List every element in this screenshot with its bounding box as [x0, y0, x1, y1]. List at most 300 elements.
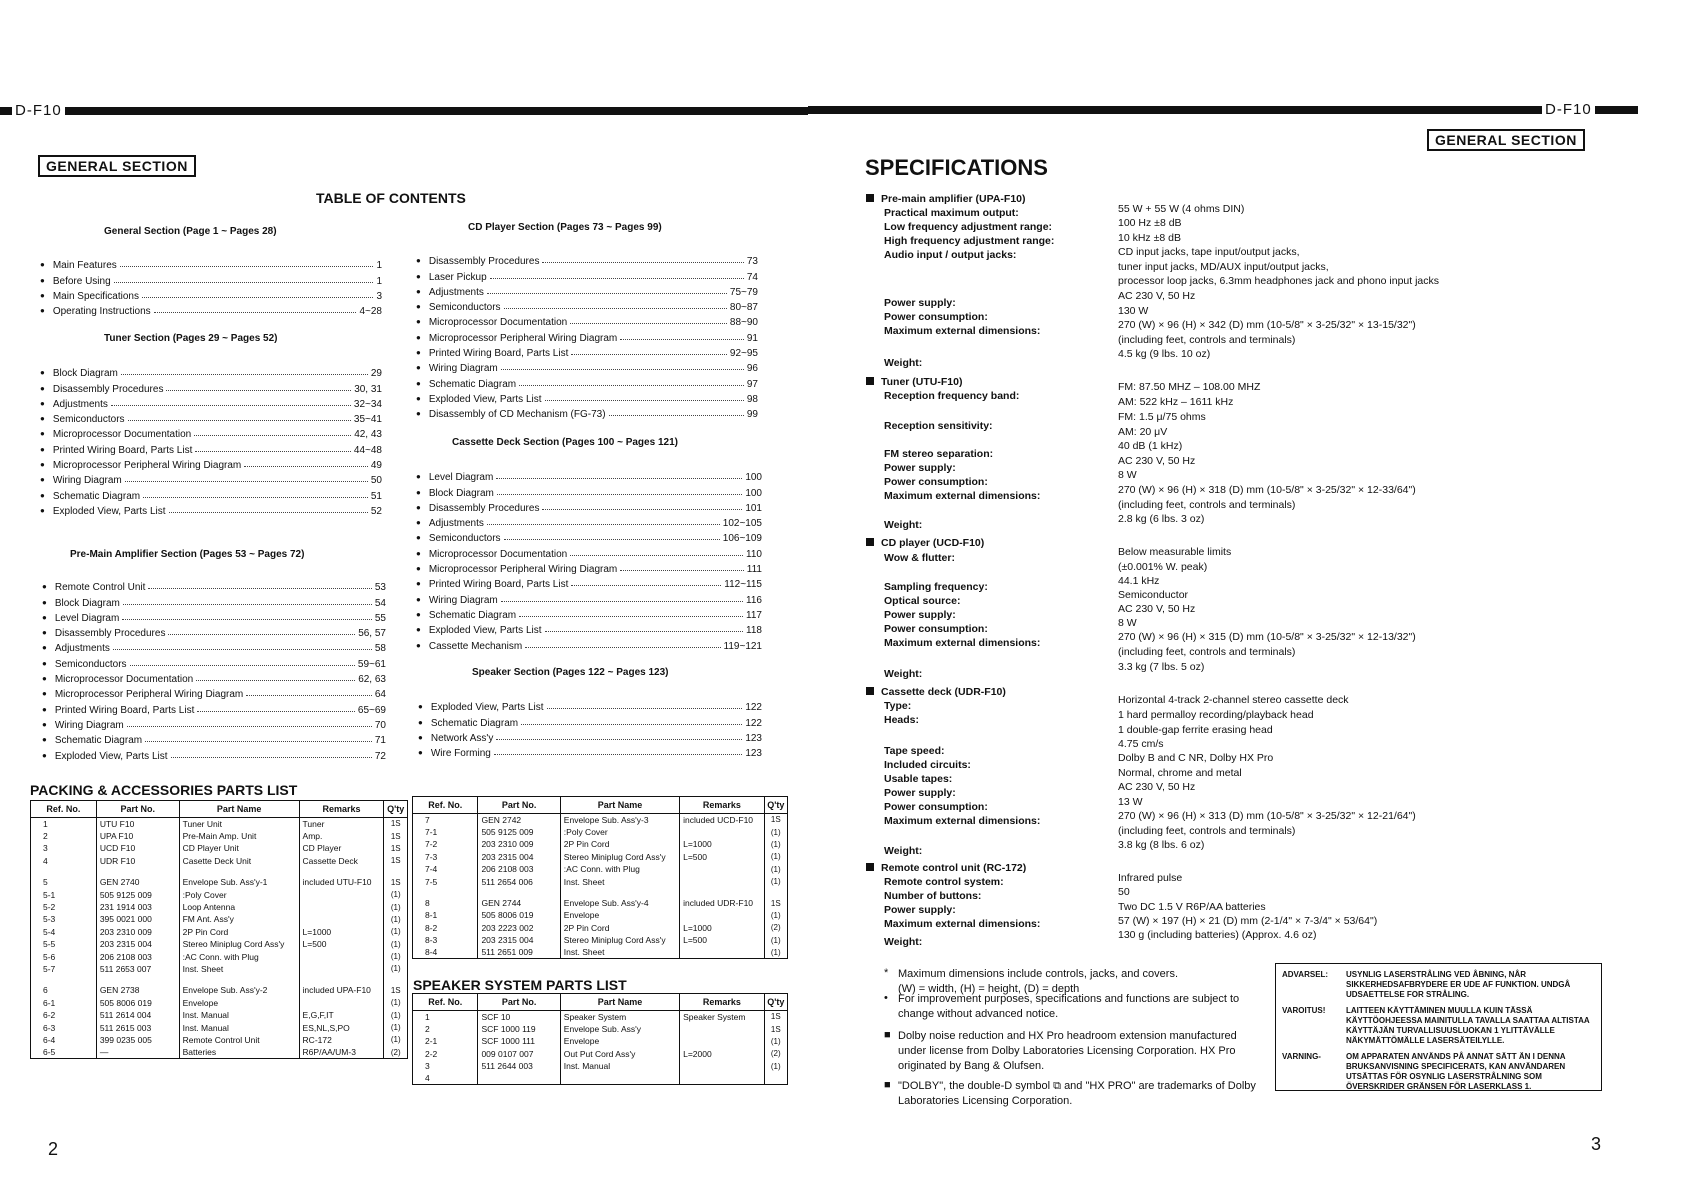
toc-item [416, 544, 762, 559]
table-header-cell: Remarks [680, 797, 764, 814]
toc-item-title: ● Level Diagram [54, 612, 120, 624]
table-cell [560, 888, 679, 897]
table-cell: 2P Pin Cord [560, 838, 679, 850]
table-row [413, 838, 788, 850]
spec-label: Low frequency adjustment range: [884, 221, 1053, 233]
table-cell [299, 963, 384, 975]
spec-value: Normal, chrome and metal [1118, 767, 1242, 779]
table-cell: 8 [413, 897, 478, 909]
toc-item-page: 119~121 [723, 640, 762, 652]
spec-label: Maximum external dimensions: [884, 490, 1041, 502]
toc-item-title: ● Exploded View, Parts List [52, 505, 166, 517]
toc-item-title: ● Semiconductors [52, 414, 125, 426]
toc-item-page: 100 [745, 472, 762, 484]
toc-dot-leader [123, 604, 372, 605]
table-cell [680, 909, 764, 921]
table-row [31, 842, 408, 854]
table-cell [680, 1035, 764, 1047]
spec-value: Dolby B and C NR, Dolby HX Pro [1118, 752, 1274, 764]
toc-item-page: 42, 43 [354, 429, 382, 441]
table-cell: (1) [384, 926, 408, 938]
toc-item [40, 287, 382, 302]
toc-item-page: 62, 63 [358, 674, 386, 686]
spec-value: 1 double-gap ferrite erasing head [1118, 723, 1273, 736]
toc-item-title: ● Main Features [52, 260, 117, 272]
table-cell: L=1000 [299, 926, 384, 938]
table-cell: 1S [764, 1011, 787, 1023]
table-cell [179, 867, 299, 876]
table-cell: (1) [764, 934, 787, 946]
table-cell: 206 2108 003 [478, 863, 560, 875]
toc-item-title: ● Semiconductors [428, 533, 501, 545]
spec-value: 3.8 kg (8 lbs. 6 oz) [1118, 839, 1205, 851]
toc-item [40, 410, 382, 425]
table-cell: Batteries [179, 1046, 299, 1058]
spec-label: Power supply: [884, 297, 956, 309]
table-cell: Inst. Sheet [179, 963, 299, 975]
toc-item-page: 80~87 [729, 302, 758, 314]
table-header-cell: Q'ty [764, 797, 787, 814]
table-row [31, 950, 408, 962]
table-cell: Tuner Unit [179, 818, 299, 830]
table-cell: L=500 [680, 934, 764, 946]
spec-label: Practical maximum output: [884, 207, 1019, 219]
table-cell: 2 [31, 830, 97, 842]
toc-item [40, 440, 382, 455]
toc-title: TABLE OF CONTENTS [316, 190, 466, 206]
toc-item [418, 698, 762, 713]
table-cell [478, 1072, 560, 1084]
toc-item-title: ● Printed Wiring Board, Parts List [54, 704, 195, 716]
table-cell: (1) [384, 888, 408, 900]
table-header-cell: Part No. [478, 797, 560, 814]
spec-value: 10 kHz ±8 dB [1118, 232, 1181, 244]
toc-item-page: 97 [746, 378, 758, 390]
table-cell: (2) [764, 1048, 787, 1060]
toc-item [416, 529, 762, 544]
table-cell: 203 2315 004 [96, 938, 179, 950]
toc-dot-leader [519, 385, 744, 386]
spec-value: FM: 87.50 MHZ – 108.00 MHZ [1118, 381, 1261, 393]
table-cell: 2 [413, 1023, 478, 1035]
table-row [31, 830, 408, 842]
table-row [413, 922, 788, 934]
spec-value: 270 (W) × 96 (H) × 342 (D) mm (10-5/8" × 3-25/32" × 13-15/32") [1118, 319, 1416, 331]
toc-item-title: ● Microprocessor Documentation [428, 548, 568, 560]
table-cell: Inst. Manual [560, 1060, 679, 1072]
table-cell: 203 2223 002 [478, 922, 560, 934]
toc-item-title: ● Printed Wiring Board, Parts List [428, 579, 569, 591]
toc-item-page: 74 [746, 271, 758, 283]
table-cell: L=1000 [680, 922, 764, 934]
table-cell: (1) [764, 1035, 787, 1047]
table-cell [96, 867, 179, 876]
table-row [31, 855, 408, 867]
table-cell [299, 950, 384, 962]
toc-item-page: 110 [746, 548, 762, 560]
toc-item-page: 91 [746, 332, 758, 344]
table-cell: (1) [764, 838, 787, 850]
toc-dot-leader [142, 297, 373, 298]
toc-dot-leader [196, 680, 355, 681]
table-cell: Stereo Miniplug Cord Ass'y [179, 938, 299, 950]
toc-item [42, 746, 386, 761]
table-cell: 2P Pin Cord [560, 922, 679, 934]
table-header-row [31, 801, 408, 818]
table-row [31, 938, 408, 950]
table-row [413, 946, 788, 958]
spec-label: Audio input / output jacks: [884, 249, 1017, 261]
table-row [31, 913, 408, 925]
table-row [413, 1048, 788, 1060]
packing-table-left [30, 800, 408, 1059]
toc-item-title: ● Block Diagram [428, 487, 494, 499]
spec-label: Weight: [884, 845, 923, 857]
spec-value: CD input jacks, tape input/output jacks, [1118, 246, 1300, 258]
toc-item [40, 395, 382, 410]
toc-item [416, 514, 762, 529]
toc-list [418, 698, 762, 759]
table-cell: L=500 [299, 938, 384, 950]
spec-value: Below measurable limits [1118, 546, 1232, 558]
toc-dot-leader [496, 478, 742, 479]
spec-value: 13 W [1118, 796, 1143, 808]
spec-value: 4.5 kg (9 lbs. 10 oz) [1118, 348, 1211, 360]
spec-value: Infrared pulse [1118, 872, 1183, 884]
toc-list [42, 578, 386, 762]
spec-value: tuner input jacks, MD/AUX input/output jacks, [1118, 260, 1329, 273]
table-cell: 203 2310 009 [96, 926, 179, 938]
speaker-title: SPEAKER SYSTEM PARTS LIST [413, 977, 627, 993]
toc-item [416, 575, 762, 590]
table-cell [680, 1072, 764, 1084]
spec-value: (including feet, controls and terminals) [1118, 824, 1296, 837]
toc-item-page: 98 [746, 393, 758, 405]
toc-section-heading: Cassette Deck Section (Pages 100 ~ Pages 121) [452, 437, 678, 448]
toc-item-title: ● Microprocessor Peripheral Wiring Diagram [428, 564, 618, 576]
table-cell: (1) [384, 1034, 408, 1046]
table-cell: UPA F10 [96, 830, 179, 842]
toc-dot-leader [154, 312, 357, 313]
spec-label: Sampling frequency: [884, 581, 988, 593]
table-cell [299, 888, 384, 900]
toc-item-page: 123 [745, 732, 762, 744]
table-cell: L=1000 [680, 838, 764, 850]
toc-item-title: ● Semiconductors [54, 658, 127, 670]
table-header-cell: Part No. [478, 994, 560, 1011]
spec-value: FM: 1.5 μ/75 ohms [1118, 411, 1206, 423]
table-row [413, 826, 788, 838]
table-cell: 1S [384, 984, 408, 996]
toc-dot-leader [487, 524, 720, 525]
model-label-right: D-F10 [1542, 101, 1595, 118]
toc-item-page: 64 [374, 689, 386, 701]
toc-item-title: ● Operating Instructions [52, 306, 151, 318]
table-cell: 2P Pin Cord [179, 926, 299, 938]
toc-item-title: ● Laser Pickup [428, 271, 487, 283]
table-cell: :Poly Cover [560, 826, 679, 838]
spec-label: Power consumption: [884, 801, 988, 813]
toc-item-page: 30, 31 [354, 383, 382, 395]
toc-item-title: ● Schematic Diagram [430, 717, 519, 729]
spec-label: Tape speed: [884, 745, 945, 757]
table-header-cell: Remarks [680, 994, 764, 1011]
table-cell: 7-5 [413, 875, 478, 887]
table-cell: GEN 2742 [478, 814, 560, 826]
table-cell: Amp. [299, 830, 384, 842]
table-cell: 3 [31, 842, 97, 854]
toc-item-page: 4~28 [359, 306, 382, 318]
toc-item [42, 731, 386, 746]
spec-value: processor loop jacks, 6.3mm headphones jack and phono input jacks [1118, 275, 1440, 287]
toc-item-title: ● Disassembly of CD Mechanism (FG-73) [428, 409, 606, 421]
table-cell: 1 [413, 1011, 478, 1023]
toc-item-page: 112~115 [724, 579, 762, 591]
toc-dot-leader [547, 708, 743, 709]
table-cell [179, 975, 299, 984]
toc-item-title: ● Microprocessor Documentation [52, 429, 192, 441]
toc-item [40, 256, 382, 271]
table-cell: 6-3 [31, 1021, 97, 1033]
spec-value: 3.3 kg (7 lbs. 5 oz) [1118, 661, 1205, 673]
toc-item-page: 65~69 [357, 704, 386, 716]
table-cell: (1) [764, 946, 787, 958]
toc-dot-leader [494, 754, 742, 755]
toc-dot-leader [504, 539, 720, 540]
toc-item-title: ● Wiring Diagram [54, 719, 124, 731]
toc-item-page: 58 [374, 643, 386, 655]
toc-item-page: 99 [746, 409, 758, 421]
spec-value: AC 230 V, 50 Hz [1118, 781, 1196, 793]
toc-item-title: ● Cassette Mechanism [428, 640, 523, 652]
table-row [413, 1060, 788, 1072]
table-cell: Casette Deck Unit [179, 855, 299, 867]
table-cell: SCF 1000 119 [478, 1023, 560, 1035]
model-label-left: D-F10 [12, 102, 65, 119]
toc-dot-leader [504, 308, 727, 309]
table-cell: E,G,F,IT [299, 1009, 384, 1021]
table-cell: (2) [384, 1046, 408, 1058]
table-row [31, 975, 408, 984]
table-cell: 1S [384, 830, 408, 842]
toc-dot-leader [148, 588, 371, 589]
toc-dot-leader [521, 724, 742, 725]
warning-text: LAITTEEN KÄYTTÄMINEN MUULLA KUIN TÄSSÄ KÄYTTÖOHJEESSA MAINITULLA TAVALLA SAATTAA ALTISTAA KÄYTTÄJÄN TURVALLISUUSLUOKAN 1 YLITTÄVÄLLE NÄKYMÄTTÖMÄLLE LASERSÄTEILYLLE. [1346, 1006, 1590, 1045]
table-cell: 1S [384, 876, 408, 888]
table-cell: 7-1 [413, 826, 478, 838]
spec-label: Maximum external dimensions: [884, 637, 1041, 649]
table-cell: (1) [384, 1009, 408, 1021]
table-row [31, 926, 408, 938]
toc-item-page: 52 [370, 505, 382, 517]
section-label-right: GENERAL SECTION [1427, 129, 1585, 151]
table-cell [680, 1060, 764, 1072]
table-header-cell: Part Name [560, 797, 679, 814]
table-cell: 1S [384, 818, 408, 830]
spec-value: 130 g (including batteries) (Approx. 4.6 oz) [1118, 929, 1317, 941]
table-cell: Out Put Cord Ass'y [560, 1048, 679, 1060]
toc-item [40, 379, 382, 394]
table-cell [299, 913, 384, 925]
table-row [31, 984, 408, 996]
table-cell: Envelope Sub. Ass'y-3 [560, 814, 679, 826]
table-cell: UCD F10 [96, 842, 179, 854]
toc-dot-leader [501, 369, 744, 370]
spec-group-heading: Pre-main amplifier (UPA-F10) [866, 193, 1026, 205]
toc-item [416, 590, 762, 605]
toc-item-page: 122 [745, 717, 762, 729]
table-cell: Tuner [299, 818, 384, 830]
spec-label: Wow & flutter: [884, 552, 955, 564]
toc-item-page: 111 [746, 564, 762, 576]
toc-dot-leader [197, 711, 355, 712]
table-cell: 511 2614 004 [96, 1009, 179, 1021]
toc-item [416, 328, 758, 343]
table-cell: :AC Conn. with Plug [560, 863, 679, 875]
table-cell: 4 [31, 855, 97, 867]
table-cell: 1S [764, 1023, 787, 1035]
table-cell: Inst. Manual [179, 1021, 299, 1033]
toc-dot-leader [497, 494, 742, 495]
toc-item-page: 100 [745, 487, 762, 499]
table-cell: UTU F10 [96, 818, 179, 830]
table-cell: 5-6 [31, 950, 97, 962]
table-cell: (1) [764, 875, 787, 887]
table-cell: (1) [384, 963, 408, 975]
table-cell: (1) [384, 997, 408, 1009]
table-cell [384, 975, 408, 984]
table-cell: 5-1 [31, 888, 97, 900]
laser-warning-box [1275, 963, 1602, 1091]
table-cell: 6-1 [31, 997, 97, 1009]
toc-item-title: ● Schematic Diagram [54, 735, 143, 747]
toc-item [40, 502, 382, 517]
table-cell: RC-172 [299, 1034, 384, 1046]
toc-section-heading: Speaker Section (Pages 122 ~ Pages 123) [472, 667, 669, 678]
spec-value: AC 230 V, 50 Hz [1118, 455, 1196, 467]
toc-dot-leader [545, 631, 744, 632]
toc-item [416, 267, 758, 282]
toc-item-page: 118 [746, 625, 762, 637]
toc-item-page: 73 [746, 256, 758, 268]
table-cell: Envelope Sub. Ass'y-2 [179, 984, 299, 996]
toc-dot-leader [490, 278, 744, 279]
toc-item [416, 344, 758, 359]
warning-text: OM APPARATEN ANVÄNDS PÅ ANNAT SÄTT ÄN I DENNA BRUKSANVISNING SPECIFICERATS, KAN ANVÄNDAREN UTSÄTTAS FÖR OSYNLIG LASERSTRÅLNING SOM ÖVERSKRIDER GRÄNSEN FÖR LASERKLASS 1. [1346, 1052, 1566, 1091]
toc-item-title: ● Microprocessor Documentation [428, 317, 568, 329]
table-cell: Speaker System [680, 1011, 764, 1023]
toc-dot-leader [111, 405, 351, 406]
table-cell: 1S [764, 897, 787, 909]
table-cell: Cassette Deck [299, 855, 384, 867]
table-row [31, 1009, 408, 1021]
table-cell [413, 888, 478, 897]
toc-dot-leader [571, 585, 721, 586]
toc-item-page: 117 [746, 609, 762, 621]
table-cell: Stereo Miniplug Cord Ass'y [560, 851, 679, 863]
table-cell: 511 2651 009 [478, 946, 560, 958]
spec-value: 4.75 cm/s [1118, 738, 1164, 750]
table-cell [764, 1072, 787, 1084]
table-cell: 6-4 [31, 1034, 97, 1046]
table-cell: 1S [384, 842, 408, 854]
toc-dot-leader [113, 649, 372, 650]
note-bullet: * [884, 967, 889, 979]
toc-dot-leader [168, 634, 355, 635]
spec-value: (including feet, controls and terminals) [1118, 498, 1296, 511]
toc-dot-leader [496, 739, 742, 740]
table-cell: 5 [31, 876, 97, 888]
toc-item-title: ● Main Specifications [52, 290, 139, 302]
table-cell: Envelope Sub. Ass'y-1 [179, 876, 299, 888]
toc-dot-leader [143, 497, 368, 498]
table-cell: 505 9125 009 [96, 888, 179, 900]
spec-label: Remote control system: [884, 876, 1004, 888]
table-cell: 505 8006 019 [478, 909, 560, 921]
toc-dot-leader [609, 415, 744, 416]
table-cell [384, 867, 408, 876]
note-bullet: • [884, 992, 888, 1004]
toc-dot-leader [120, 266, 374, 267]
table-cell: 6-2 [31, 1009, 97, 1021]
packing-table-right [412, 796, 788, 959]
speaker-parts-table [412, 993, 788, 1085]
toc-item [416, 283, 758, 298]
toc-item [416, 298, 758, 313]
table-cell: :AC Conn. with Plug [179, 950, 299, 962]
spec-value: 50 [1118, 886, 1130, 898]
table-cell [680, 875, 764, 887]
spec-label: Included circuits: [884, 759, 971, 771]
toc-dot-leader [570, 555, 743, 556]
table-row [31, 867, 408, 876]
table-cell: Stereo Miniplug Cord Ass'y [560, 934, 679, 946]
toc-item-page: 49 [370, 460, 382, 472]
spec-label: Power supply: [884, 904, 956, 916]
spec-value: (including feet, controls and terminals) [1118, 333, 1296, 346]
table-cell: 6 [31, 984, 97, 996]
table-cell: Inst. Manual [179, 1009, 299, 1021]
table-row [413, 934, 788, 946]
spec-label: FM stereo separation: [884, 448, 994, 460]
table-cell: (2) [764, 922, 787, 934]
toc-item [42, 716, 386, 731]
table-cell: (1) [764, 909, 787, 921]
toc-item-page: 53 [374, 582, 386, 594]
spec-label: Maximum external dimensions: [884, 918, 1041, 930]
section-label-left: GENERAL SECTION [38, 155, 196, 177]
toc-item-page: 116 [746, 594, 762, 606]
toc-item-title: ● Exploded View, Parts List [430, 702, 544, 714]
spec-value: 270 (W) × 96 (H) × 315 (D) mm (10-5/8" × 3-25/32" × 12-13/32") [1118, 631, 1416, 643]
spec-label: Power supply: [884, 787, 956, 799]
table-cell: 5-3 [31, 913, 97, 925]
spec-label: Weight: [884, 936, 923, 948]
table-cell: (1) [764, 851, 787, 863]
toc-dot-leader [128, 420, 351, 421]
table-row [413, 1035, 788, 1047]
table-cell [478, 888, 560, 897]
toc-section-heading: Tuner Section (Pages 29 ~ Pages 52) [104, 333, 278, 344]
table-header-row [413, 994, 788, 1011]
table-cell: GEN 2740 [96, 876, 179, 888]
toc-item [418, 744, 762, 759]
table-header-cell: Part Name [560, 994, 679, 1011]
toc-list [40, 364, 382, 517]
table-row [413, 1011, 788, 1023]
toc-dot-leader [545, 400, 744, 401]
toc-item [418, 713, 762, 728]
